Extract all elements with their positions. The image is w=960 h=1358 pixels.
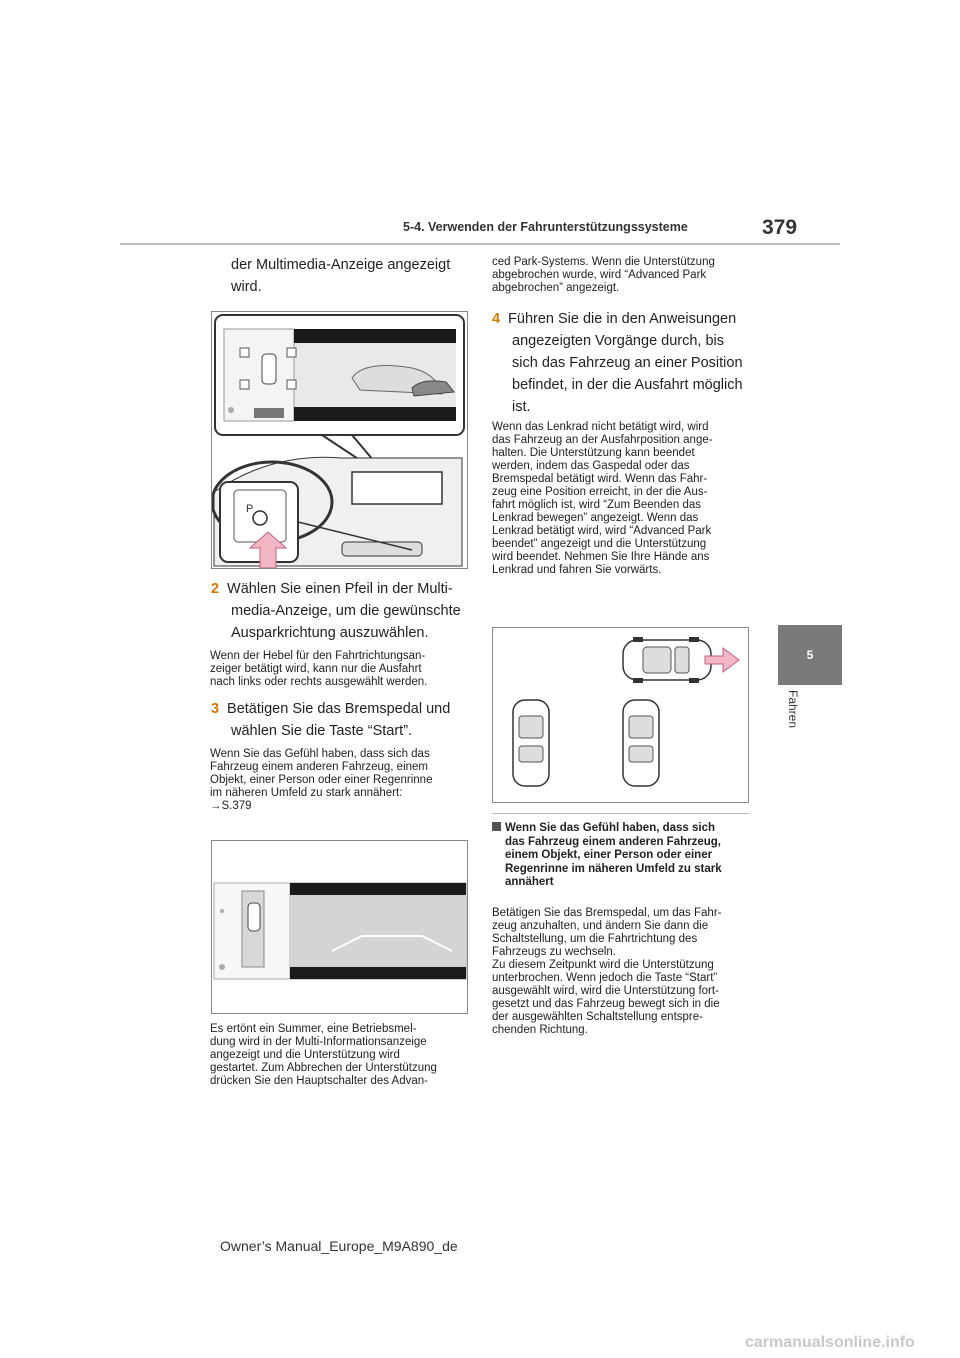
dashboard-illustration xyxy=(212,312,467,568)
parked-car-left xyxy=(513,700,549,786)
parked-car-right xyxy=(623,700,659,786)
note-line: Objekt, einer Person oder einer Regenrinne xyxy=(210,774,433,786)
text-line: halten. Die Unterstützung kann beendet xyxy=(492,447,695,459)
text-line: ausgewählt wird, wird die Unterstützung fort- xyxy=(492,985,719,997)
page-reference-link[interactable]: →S.379 xyxy=(210,800,252,812)
note-line: drücken Sie den Hauptschalter des Advan- xyxy=(210,1075,428,1087)
steering-paragraph xyxy=(492,421,754,577)
text-line: Betätigen Sie das Bremspedal, um das Fahr- xyxy=(492,907,722,919)
text-line: das Fahrzeug an der Ausfahrposition ange- xyxy=(492,434,713,446)
proximity-heading xyxy=(492,822,754,890)
note-line: im näheren Umfeld zu stark annähert: xyxy=(210,787,403,799)
heading-line: einem Objekt, einer Person oder einer xyxy=(505,849,713,861)
heading-line xyxy=(492,822,754,836)
multimedia-display-figure xyxy=(211,840,468,1014)
step-2-number: 2 xyxy=(211,581,220,597)
text-line: wird beendet. Nehmen Sie Ihre Hände ans xyxy=(492,551,710,563)
step-4 xyxy=(492,308,754,418)
step-2-line-3: Ausparkrichtung auszuwählen. xyxy=(231,625,429,641)
heading-line: annähert xyxy=(505,876,554,888)
text-line: abgebrochen” angezeigt. xyxy=(492,282,620,294)
footer-manual-id: Owner’s Manual_Europe_M9A890_de xyxy=(220,1238,458,1254)
text-line: gesetzt und das Fahrzeug bewegt sich in die xyxy=(492,998,720,1010)
svg-text:P: P xyxy=(246,503,254,515)
intro-line-2: wird. xyxy=(231,279,262,295)
step-4-line-3: sich das Fahrzeug an einer Position xyxy=(512,355,743,371)
note-buzzer xyxy=(210,1023,470,1088)
note-line: Wenn der Hebel für den Fahrtrichtungsan- xyxy=(210,650,426,662)
text-line: zeug eine Position erreicht, in der die Aus- xyxy=(492,486,708,498)
text-line: Fahrzeugs zu wechseln. xyxy=(492,946,617,958)
text-line: werden, indem das Gaspedal oder das xyxy=(492,460,690,472)
chapter-label-text: Fahren xyxy=(786,690,800,729)
chapter-tab xyxy=(778,625,842,685)
step-3 xyxy=(211,698,471,742)
note-line: dung wird in der Multi-Informationsanzeige xyxy=(210,1036,427,1048)
step-4-line-4: befindet, in der die Ausfahrt möglich xyxy=(512,377,743,393)
section-divider xyxy=(492,813,749,814)
square-bullet-icon xyxy=(492,822,501,831)
heading-line: das Fahrzeug einem anderen Fahrzeug, xyxy=(505,835,721,848)
step-2 xyxy=(211,578,471,644)
watermark: carmanualsonline.info xyxy=(745,1334,915,1351)
parking-exit-figure xyxy=(492,627,749,803)
text-line: der ausgewählten Schaltstellung entspre- xyxy=(492,1011,703,1023)
multimedia-display-illustration xyxy=(212,841,467,1013)
section-title: 5-4. Verwenden der Fahrunterstützungssysteme xyxy=(403,220,688,234)
heading-text: Wenn Sie das Gefühl haben, dass sich xyxy=(505,822,716,834)
note-proximity xyxy=(210,748,470,813)
chapter-number: 5 xyxy=(806,648,814,662)
text-line: beendet” angezeigt und die Unterstützung xyxy=(492,538,707,550)
step-3-line-2: wählen Sie die Taste “Start”. xyxy=(231,723,413,739)
continued-text xyxy=(492,256,754,295)
text-line: Lenkrad betätigt wird, wird “Advanced Park xyxy=(492,525,712,537)
text-line: Lenkrad bewegen” angezeigt. Wenn das xyxy=(492,512,699,524)
step-3-number: 3 xyxy=(211,701,220,717)
note-line: Wenn Sie das Gefühl haben, dass sich das xyxy=(210,748,430,760)
step-3-line-1: Betätigen Sie das Bremspedal und xyxy=(227,701,451,717)
note-line: gestartet. Zum Abbrechen der Unterstützung xyxy=(210,1062,437,1074)
text-line: ced Park-Systems. Wenn die Unterstützung xyxy=(492,256,715,268)
step-4-number: 4 xyxy=(492,311,501,327)
header-divider xyxy=(120,243,840,245)
proximity-paragraph xyxy=(492,907,754,1037)
page-number: 379 xyxy=(762,216,798,239)
note-line: angezeigt und die Unterstützung wird xyxy=(210,1049,400,1061)
note-line: nach links oder rechts ausgewählt werden. xyxy=(210,676,428,688)
step-4-line-5: ist. xyxy=(512,399,531,415)
text-line: Bremspedal betätigt wird. Wenn das Fahr- xyxy=(492,473,708,485)
text-line: zeug anzuhalten, und ändern Sie dann die xyxy=(492,920,709,932)
step-2-line-1: Wählen Sie einen Pfeil in der Multi- xyxy=(227,581,453,597)
note-line: Es ertönt ein Summer, eine Betriebsmel- xyxy=(210,1023,417,1035)
chapter-label xyxy=(786,690,802,750)
note-line: zeiger betätigt wird, kann nur die Ausfahrt xyxy=(210,663,422,675)
text-line: Wenn das Lenkrad nicht betätigt wird, wird xyxy=(492,421,709,433)
text-line: Zu diesem Zeitpunkt wird die Unterstützung xyxy=(492,959,714,971)
moving-car xyxy=(623,637,711,683)
heading-line: Regenrinne im näheren Umfeld zu stark xyxy=(505,862,722,875)
text-line: fahrt möglich ist, wird “Zum Beenden das xyxy=(492,499,702,511)
intro-line-1: der Multimedia-Anzeige angezeigt xyxy=(231,257,451,273)
parking-exit-illustration xyxy=(493,628,748,802)
text-line: abgebrochen wurde, wird “Advanced Park xyxy=(492,269,707,281)
step-2-line-2: media-Anzeige, um die gewünschte xyxy=(231,603,461,619)
text-line: chenden Richtung. xyxy=(492,1024,588,1036)
note-line: Fahrzeug einem anderen Fahrzeug, einem xyxy=(210,761,428,773)
note-turn-signal xyxy=(210,650,470,689)
text-line: Lenkrad und fahren Sie vorwärts. xyxy=(492,564,662,576)
text-line: unterbrochen. Wenn jedoch die Taste “Start” xyxy=(492,972,718,984)
text-line: Schaltstellung, um die Fahrtrichtung des xyxy=(492,933,698,945)
step-4-line-2: angezeigten Vorgänge durch, bis xyxy=(512,333,725,349)
step-4-line-1: Führen Sie die in den Anweisungen xyxy=(508,311,737,327)
dashboard-figure xyxy=(211,311,468,569)
